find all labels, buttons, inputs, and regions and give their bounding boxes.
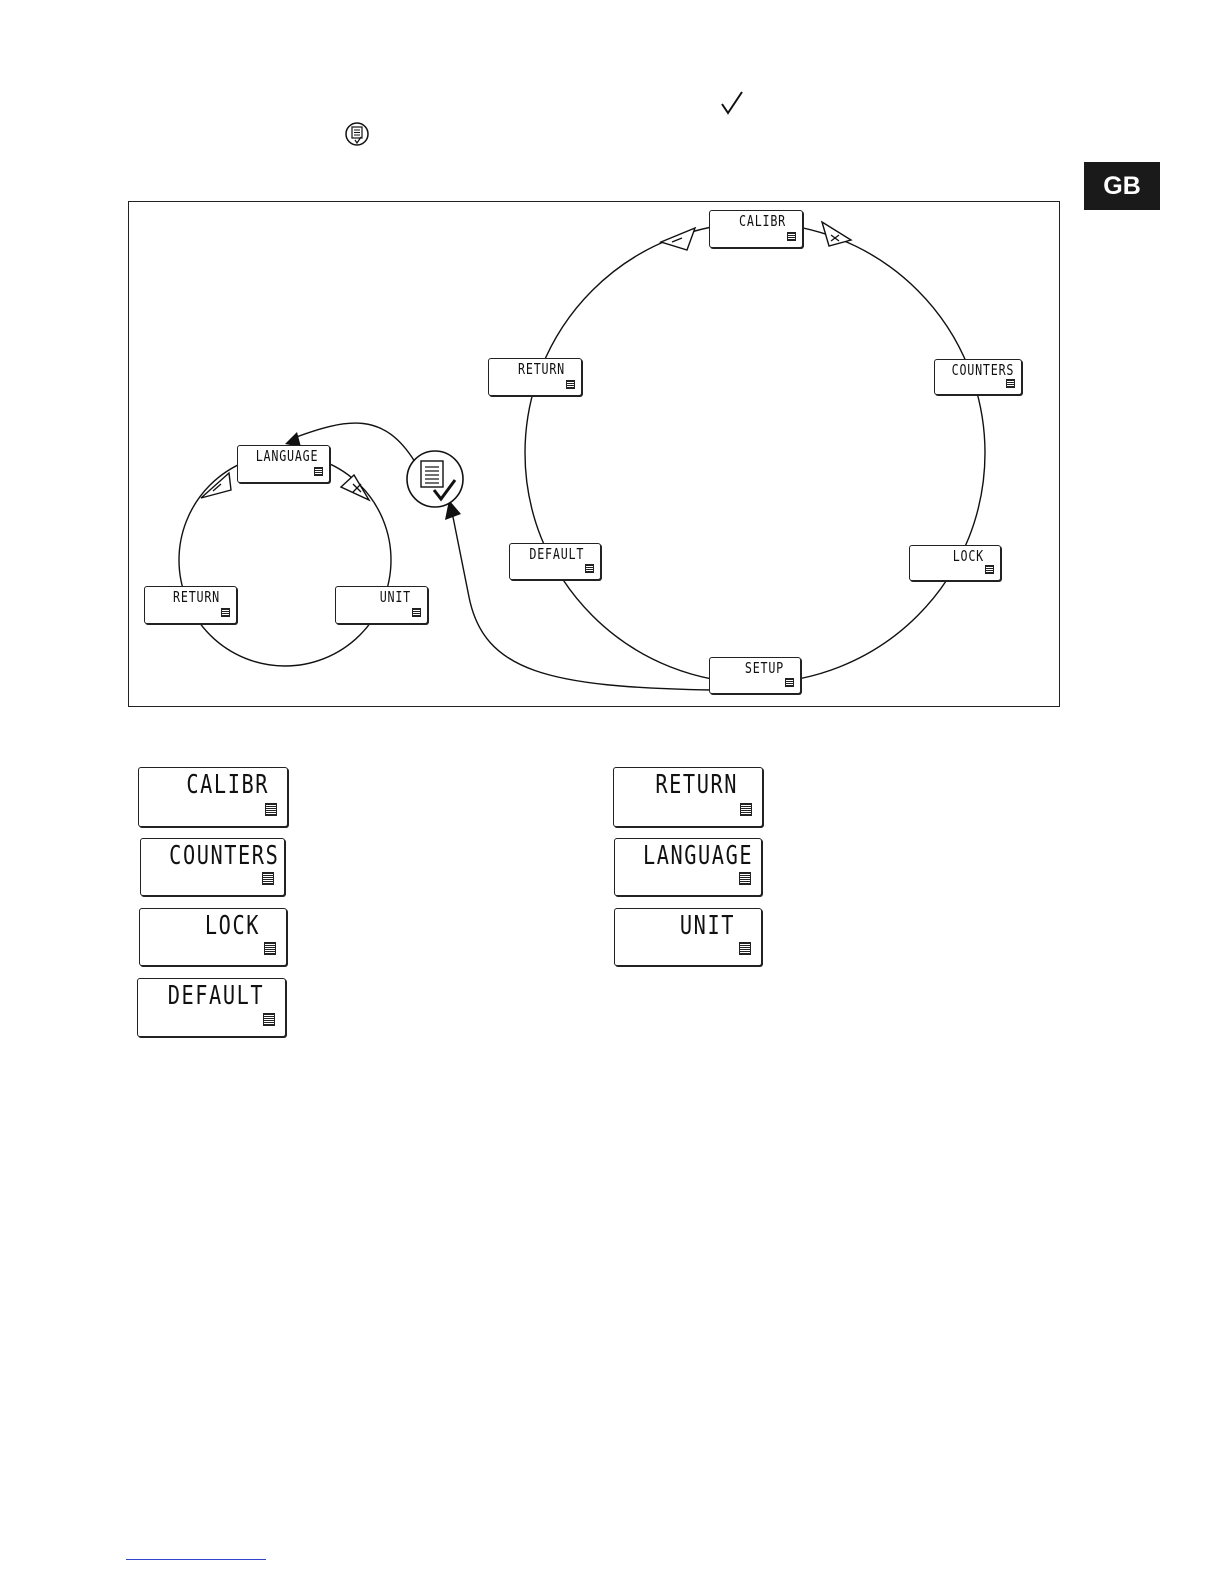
menu-indicator-icon	[585, 564, 594, 573]
lcd-language	[237, 445, 330, 483]
footer-rule	[126, 1559, 266, 1560]
setup-to-menu-arrow	[451, 507, 711, 690]
lcd-setup	[709, 657, 801, 694]
legend-lcd-counters	[140, 838, 285, 896]
language-tab-label: GB	[1103, 171, 1141, 200]
lcd-unit-sub	[335, 586, 428, 624]
legend-lcd-counters-text: COUNTERS	[169, 841, 280, 871]
sub-plus-triangle	[341, 475, 369, 500]
lcd-default	[509, 543, 601, 580]
check-icon	[718, 90, 746, 116]
legend-lcd-language	[614, 838, 762, 896]
menu-indicator-icon	[221, 608, 230, 617]
menu-indicator-icon	[264, 942, 276, 955]
legend-lcd-calibr	[138, 767, 288, 827]
language-tab-gb	[1084, 162, 1160, 210]
menu-indicator-icon	[265, 803, 277, 816]
main-loop-circle	[525, 223, 985, 683]
legend-lcd-lock	[139, 908, 287, 966]
sub-minus-triangle	[201, 473, 231, 498]
lcd-counters	[934, 359, 1022, 395]
main-minus-triangle	[661, 228, 695, 250]
lcd-calibr	[709, 210, 803, 248]
lcd-return-sub-text: RETURN	[173, 588, 220, 606]
menu-indicator-icon	[785, 678, 794, 687]
menu-indicator-icon	[740, 803, 752, 816]
menu-indicator-icon	[739, 942, 751, 955]
legend-lcd-lock-text: LOCK	[204, 911, 260, 941]
lcd-return-main	[488, 358, 582, 396]
menu-indicator-icon	[263, 1013, 275, 1026]
lcd-lock-text: LOCK	[952, 547, 984, 565]
legend-lcd-unit	[614, 908, 762, 966]
menu-confirm-icon	[407, 451, 463, 507]
menu-indicator-icon	[739, 872, 751, 885]
menu-indicator-icon	[412, 608, 421, 617]
lcd-unit-sub-text: UNIT	[379, 588, 411, 606]
menu-indicator-icon	[985, 565, 994, 574]
lcd-language-text: LANGUAGE	[255, 447, 319, 465]
legend-lcd-return	[613, 767, 763, 827]
legend-lcd-language-text: LANGUAGE	[642, 841, 754, 871]
legend-lcd-unit-text: UNIT	[679, 911, 735, 941]
lcd-return-sub	[144, 586, 237, 624]
lcd-lock	[909, 545, 1001, 581]
menu-flow-diagram	[128, 201, 1060, 707]
lcd-calibr-text: CALIBR	[739, 212, 786, 230]
lcd-return-main-text: RETURN	[518, 360, 565, 378]
menu-indicator-icon	[787, 232, 796, 241]
menu-indicator-icon	[314, 467, 323, 476]
lcd-setup-text: SETUP	[744, 659, 784, 677]
legend-lcd-default	[137, 978, 286, 1037]
menu-indicator-icon	[262, 872, 274, 885]
menu-key-icon	[343, 121, 371, 147]
legend-lcd-calibr-text: CALIBR	[186, 770, 269, 800]
lcd-default-text: DEFAULT	[529, 545, 585, 563]
legend-lcd-default-text: DEFAULT	[167, 981, 265, 1011]
legend-lcd-return-text: RETURN	[655, 770, 738, 800]
menu-indicator-icon	[566, 380, 575, 389]
lcd-counters-text: COUNTERS	[951, 361, 1015, 379]
menu-indicator-icon	[1006, 379, 1015, 388]
